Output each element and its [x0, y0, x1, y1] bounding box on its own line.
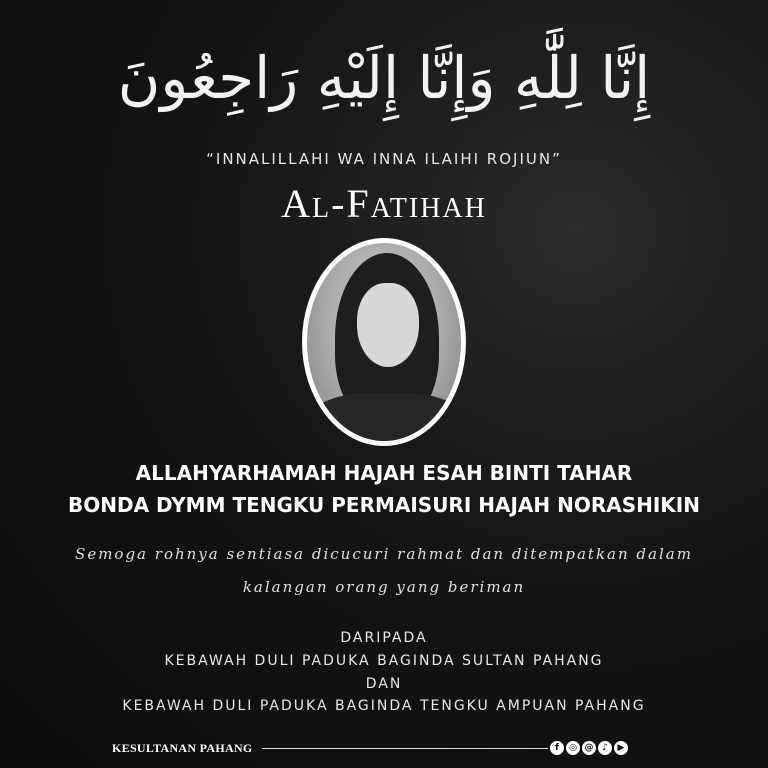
arabic-calligraphy: إِنَّا لِلَّٰهِ وَإِنَّا إِلَيْهِ رَاجِعُونَ: [117, 44, 651, 112]
from-and: DAN: [365, 676, 403, 692]
page-title: Al-Fatihah: [281, 181, 487, 226]
footer: [112, 741, 632, 757]
deceased-relation: BONDA DYMM TENGKU PERMAISURI HAJAH NORASHIKIN: [68, 493, 700, 517]
portrait-face: [357, 283, 419, 367]
prayer-line-2: kalangan orang yang beriman: [242, 578, 526, 596]
from-sultan: KEBAWAH DULI PADUKA BAGINDA SULTAN PAHANG: [164, 653, 604, 669]
social-icons: [550, 741, 628, 755]
transliteration: “INNALILLAHI WA INNA ILAIHI ROJIUN”: [206, 150, 562, 168]
from-tengku-ampuan: KEBAWAH DULI PADUKA BAGINDA TENGKU AMPUAN PAHANG: [122, 698, 646, 714]
threads-icon[interactable]: @: [582, 741, 596, 755]
youtube-icon[interactable]: ▶: [614, 741, 628, 755]
portrait-body: [307, 393, 466, 446]
portrait-photo: [302, 238, 466, 446]
from-label: DARIPADA: [340, 630, 428, 646]
instagram-icon[interactable]: ◎: [566, 741, 580, 755]
tiktok-icon[interactable]: ♪: [598, 741, 612, 755]
prayer-line-1: Semoga rohnya sentiasa dicucuri rahmat dan ditempatkan dalam: [75, 545, 693, 563]
deceased-name: ALLAHYARHAMAH HAJAH ESAH BINTI TAHAR: [135, 461, 633, 485]
facebook-icon[interactable]: f: [550, 741, 564, 755]
brand-label: KESULTANAN PAHANG: [112, 741, 253, 755]
footer-divider: [262, 748, 548, 749]
